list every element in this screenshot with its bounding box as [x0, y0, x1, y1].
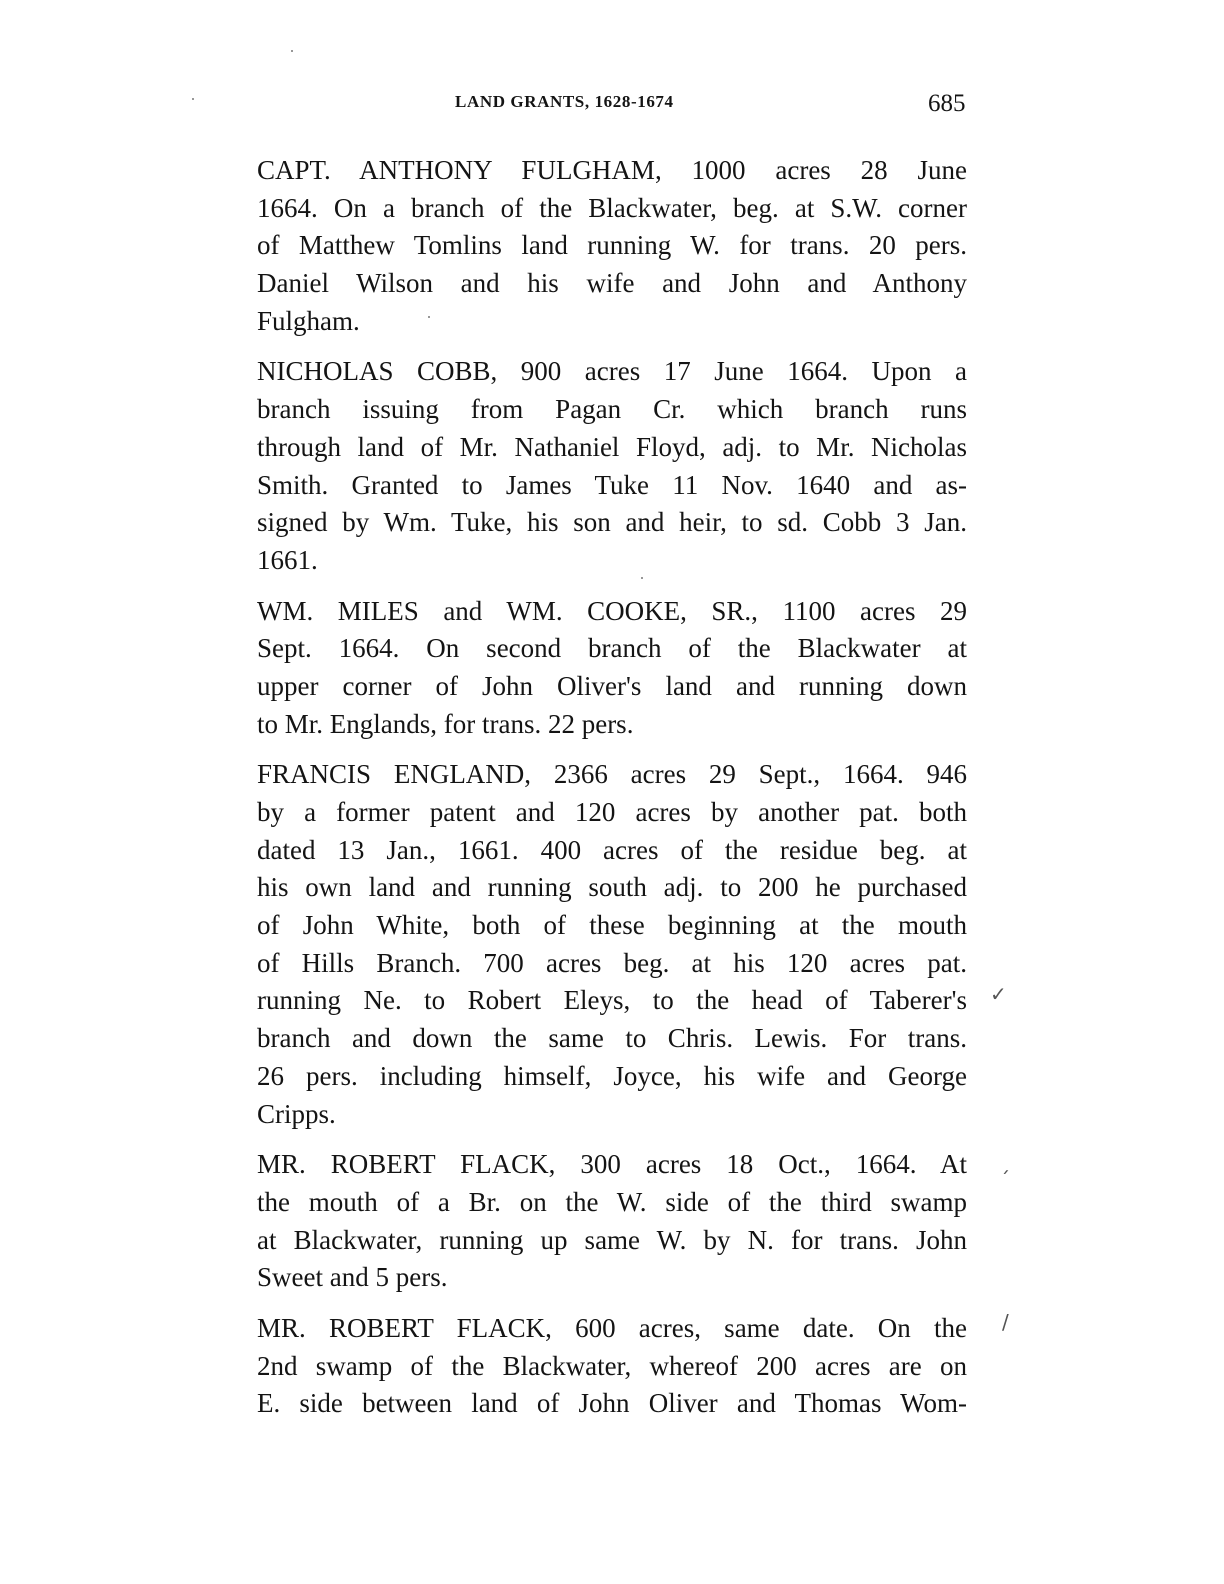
page-body [257, 152, 967, 1436]
entry-line: at Blackwater, running up same W. by N. for trans. John [257, 1224, 967, 1255]
entry-line: Sept. 1664. On second branch of the Blackwater at [257, 633, 967, 664]
entry-line: 26 pers. including himself, Joyce, his wife and George [257, 1060, 967, 1091]
margin-tick-mark: ˏ [1000, 1150, 1010, 1174]
page-number: 685 [928, 90, 966, 117]
land-grant-entry [257, 593, 967, 744]
entry-line: 1664. On a branch of the Blackwater, beg. at S.W. corner [257, 192, 967, 223]
scan-speck [291, 50, 293, 52]
entry-line: MR. ROBERT FLACK, 600 acres, same date. On the [257, 1312, 967, 1343]
header-title: LAND GRANTS, 1628-1674 [455, 92, 674, 111]
entry-line: to Mr. Englands, for trans. 22 pers. [257, 708, 634, 739]
entry-line: 1661. [257, 544, 318, 575]
land-grant-entry [257, 1310, 967, 1423]
land-grant-entry [257, 152, 967, 340]
land-grant-entry [257, 756, 967, 1133]
entry-line: Fulgham. [257, 305, 360, 336]
entry-line: of John White, both of these beginning at the mouth [257, 910, 967, 941]
entry-line: MR. ROBERT FLACK, 300 acres 18 Oct., 1664. At [257, 1149, 967, 1180]
entry-line: Sweet and 5 pers. [257, 1262, 448, 1293]
entry-line: of Matthew Tomlins land running W. for trans. 20 pers. [257, 230, 967, 261]
scan-speck [192, 98, 194, 100]
entry-line: of Hills Branch. 700 acres beg. at his 120 acres pat. [257, 947, 967, 978]
entry-line: branch and down the same to Chris. Lewis. For trans. [257, 1023, 967, 1054]
entry-line: E. side between land of John Oliver and Thomas Wom- [257, 1388, 967, 1419]
margin-check-mark: ✓ [990, 982, 1007, 1006]
entry-line: Daniel Wilson and his wife and John and Anthony [257, 268, 967, 299]
scan-speck [641, 577, 643, 579]
entry-line: branch issuing from Pagan Cr. which branch runs [257, 394, 967, 425]
entry-line: running Ne. to Robert Eleys, to the head of Taberer's [257, 985, 967, 1016]
entry-line: signed by Wm. Tuke, his son and heir, to sd. Cobb 3 Jan. [257, 507, 967, 538]
entry-line: his own land and running south adj. to 200 he purchased [257, 872, 967, 903]
entry-line: FRANCIS ENGLAND, 2366 acres 29 Sept., 1664. 946 [257, 759, 967, 790]
margin-slash-mark: / [1002, 1310, 1009, 1334]
entry-line: upper corner of John Oliver's land and running down [257, 670, 967, 701]
entry-line: dated 13 Jan., 1661. 400 acres of the residue beg. at [257, 834, 967, 865]
entry-line: WM. MILES and WM. COOKE, SR., 1100 acres 29 [257, 595, 967, 626]
entry-line: through land of Mr. Nathaniel Floyd, adj. to Mr. Nicholas [257, 431, 967, 462]
entry-line: by a former patent and 120 acres by another pat. both [257, 797, 967, 827]
running-header [0, 90, 1224, 120]
land-grant-entry [257, 1146, 967, 1297]
entry-line: CAPT. ANTHONY FULGHAM, 1000 acres 28 June [257, 155, 967, 185]
entry-line: NICHOLAS COBB, 900 acres 17 June 1664. Upon a [257, 356, 967, 387]
entry-line: Smith. Granted to James Tuke 11 Nov. 1640 and as- [257, 469, 967, 500]
scan-speck [428, 316, 430, 318]
entry-line: the mouth of a Br. on the W. side of the third swamp [257, 1186, 967, 1217]
land-grant-entry [257, 353, 967, 579]
entry-line: 2nd swamp of the Blackwater, whereof 200 acres are on [257, 1350, 967, 1381]
entry-line: Cripps. [257, 1098, 336, 1129]
